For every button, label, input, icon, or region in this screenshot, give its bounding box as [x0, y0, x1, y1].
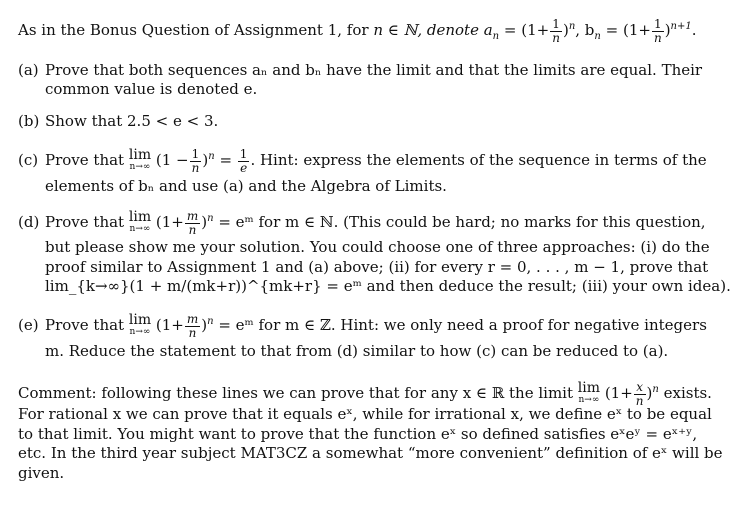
item-e-frac: $\frac{m}{n}$ — [186, 311, 199, 340]
item-d-post: = eᵐ for m ∈ ℕ. (This could be hard; no marks for this question, — [218, 213, 706, 231]
item-c-lim: lim n→∞ — [128, 147, 152, 172]
item-b-line1 — [18, 112, 218, 131]
item-e-label: (e) — [18, 316, 39, 334]
item-e-lim: lim n→∞ — [128, 312, 152, 337]
comment-line4: etc. In the third year subject MAT3CZ a somewhat “more convenient” definition of eˣ will be — [18, 444, 723, 462]
item-d-expr: (1+ — [155, 213, 184, 231]
item-e-line2: m. Reduce the statement to that from (d) similar to how (c) can be reduced to (a). — [45, 342, 669, 360]
item-a-line2: common value is denoted e. — [45, 80, 258, 98]
item-b-label: (b) — [18, 112, 40, 130]
item-d-pre: Prove that — [45, 213, 125, 231]
comment-line2: For rational x we can prove that it equals eˣ, while for irrational x, we define eˣ to be equal — [18, 405, 712, 423]
item-e-post: = eᵐ for m ∈ ℤ. Hint: we only need a proof for negative integers — [218, 316, 707, 334]
comment-line5: given. — [18, 464, 65, 482]
item-e-line1: (e) Prove that lim n→∞ (1+ $\frac{m}{n}$ )$^n$ = eᵐ for m ∈ ℤ. Hint: we only need a proof for negative integers — [18, 311, 707, 340]
intro-bn-frac: $\frac{1}{n}$ — [653, 16, 662, 45]
intro-an-rhs: = (1+ — [503, 21, 550, 39]
item-c-line2: elements of bₙ and use (a) and the Algebra of Limits. — [45, 177, 447, 195]
comment-pre: Comment: following these lines we can prove that for any x ∈ ℝ the limit — [18, 384, 574, 402]
comment-expr: (1+ — [604, 384, 633, 402]
comment-post: exists. — [663, 384, 712, 402]
item-c-frac-e: $\frac{1}{e}$ — [239, 146, 248, 175]
item-c-pre: Prove that — [45, 151, 125, 169]
item-d-line1: (d) Prove that lim n→∞ (1+ $\frac{m}{n}$ )$^n$ = eᵐ for m ∈ ℕ. (This could be hard; no marks for this question, — [18, 208, 706, 237]
comment-frac: $\frac{x}{n}$ — [635, 379, 644, 408]
item-d-line4: lim_{k→∞}(1 + m/(mk+r))^{mk+r} = eᵐ and then deduce the result; (iii) your own idea). — [45, 277, 731, 295]
item-d-line3: proof similar to Assignment 1 and (a) above; (ii) for every r = 0, . . . , m − 1, prove that — [45, 258, 709, 276]
item-c-post: . Hint: express the elements of the sequence in terms of the — [250, 151, 707, 169]
item-a-text1: Prove that both sequences aₙ and bₙ have the limit and that the limits are equal. Their — [45, 61, 703, 79]
item-d-frac: $\frac{m}{n}$ — [186, 208, 199, 237]
intro-line: As in the Bonus Question of Assignment 1, for n ∈ ℕ, denote $a_n = (1+$ $\frac{1}{n}$ )$^n$, $b_n = (1+$ $\frac{1}{n}$ )$^{n+1}$. — [18, 16, 697, 45]
item-b-text1: Show that 2.5 < e < 3. — [45, 112, 219, 130]
item-c-label: (c) — [18, 151, 39, 169]
comment-line1: Comment: following these lines we can prove that for any x ∈ ℝ the limit lim n→∞ (1+ $\frac{x}{n}$ )$^n$ exists. — [18, 379, 712, 408]
comment-lim: lim n→∞ — [577, 380, 601, 405]
item-d-line2: but please show me your solution. You could choose one of three approaches: (i) do the — [45, 238, 710, 256]
intro-text: As in the Bonus Question of Assignment 1, for — [18, 21, 369, 39]
intro-defs: n ∈ ℕ, denote a — [373, 21, 493, 39]
item-e-expr: (1+ — [155, 316, 184, 334]
intro-an-frac: $\frac{1}{n}$ — [552, 16, 560, 45]
item-d-label: (d) — [18, 213, 40, 231]
item-c-frac: $\frac{1}{n}$ — [191, 146, 200, 175]
item-c-expr: (1 − — [155, 151, 189, 169]
item-a-label: (a) — [18, 61, 39, 79]
item-c-line1: (c) Prove that lim n→∞ (1 − $\frac{1}{n}$ )$^n$ = $\frac{1}{e}$ . Hint: express the elements of the sequence in terms of the — [18, 146, 707, 175]
intro-bn-rhs: = (1+ — [605, 21, 651, 39]
comment-line3: to that limit. You might want to prove that the function eˣ so defined satisfies eˣeʸ = eˣ⁺ʸ, — [18, 425, 698, 443]
item-a-line1 — [18, 61, 702, 80]
item-e-pre: Prove that — [45, 316, 125, 334]
intro-bn-lhs: , b — [575, 21, 595, 39]
item-d-lim: lim n→∞ — [128, 209, 152, 234]
